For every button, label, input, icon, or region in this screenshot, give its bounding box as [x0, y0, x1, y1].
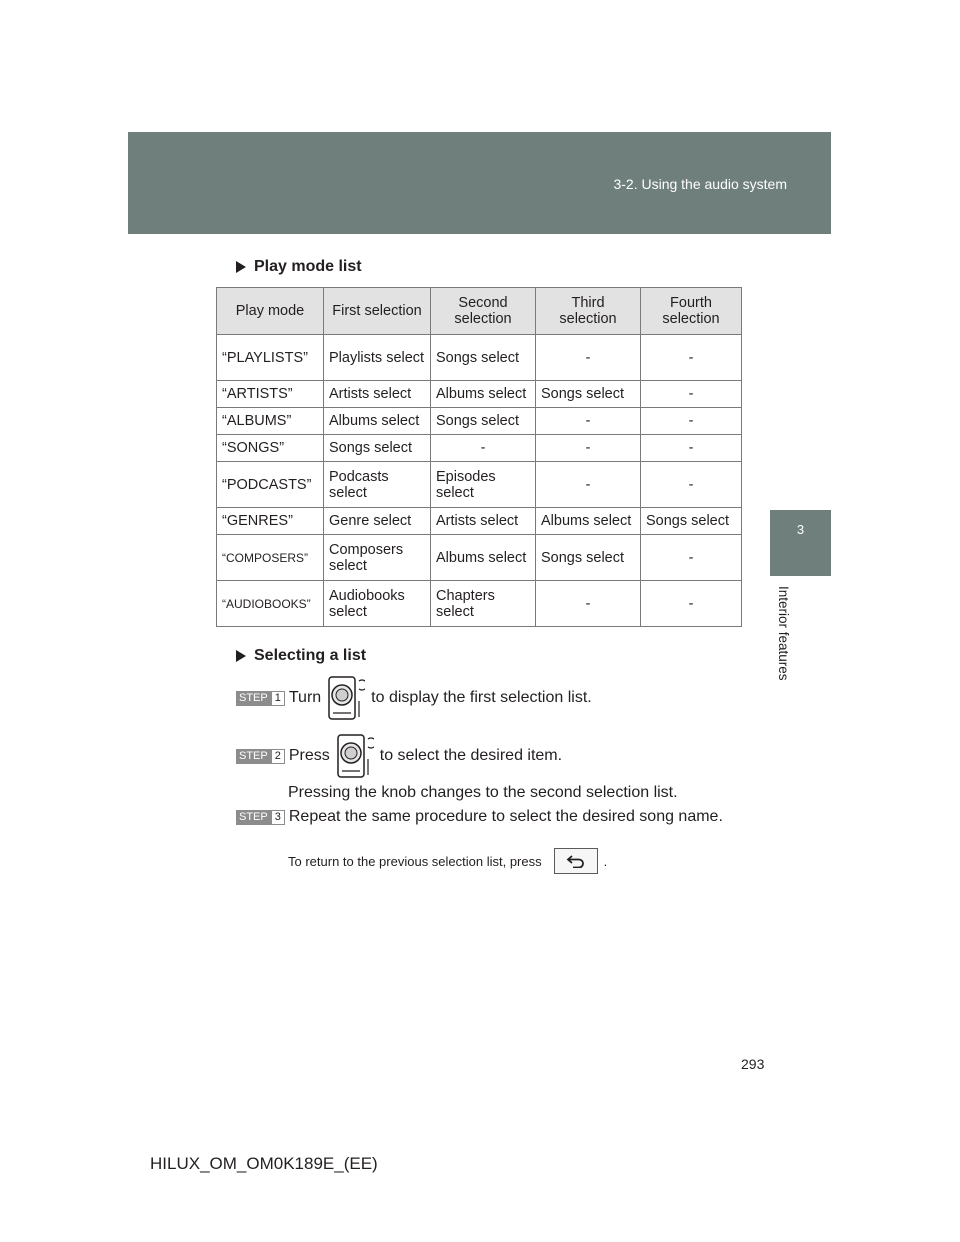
- selecting-heading: [236, 647, 366, 665]
- table-row: [217, 381, 742, 408]
- table-cell: “GENRES”: [217, 508, 324, 535]
- table-cell: “ALBUMS”: [217, 408, 324, 435]
- back-button[interactable]: [554, 848, 598, 874]
- table-cell: Albums select: [431, 381, 536, 408]
- table-cell: Artists select: [324, 381, 431, 408]
- return-note-after: .: [603, 853, 608, 869]
- chapter-number: 3: [796, 522, 805, 537]
- table-cell: -: [641, 581, 742, 627]
- step-2: [236, 733, 562, 779]
- table-row: [217, 535, 742, 581]
- play-mode-table: [216, 287, 742, 627]
- table-cell: -: [641, 381, 742, 408]
- table-cell: Genre select: [324, 508, 431, 535]
- table-cell: -: [536, 335, 641, 381]
- step-number: 1: [271, 691, 285, 706]
- table-cell: “PLAYLISTS”: [217, 335, 324, 381]
- table-cell: -: [641, 335, 742, 381]
- table-cell: “PODCASTS”: [217, 462, 324, 508]
- step-3-text: Repeat the same procedure to select the desired song name.: [288, 808, 723, 825]
- table-row: [217, 581, 742, 627]
- table-cell: Playlists select: [324, 335, 431, 381]
- bullet-icon: [236, 261, 246, 273]
- chapter-tab: [770, 510, 831, 576]
- table-row: [217, 435, 742, 462]
- table-row: [217, 408, 742, 435]
- play-mode-heading-text: Play mode list: [254, 258, 362, 275]
- selecting-heading-text: Selecting a list: [254, 647, 367, 664]
- table-cell: Songs select: [536, 381, 641, 408]
- tune-knob-icon: [327, 675, 365, 721]
- table-cell: “SONGS”: [217, 435, 324, 462]
- step-2-before: Press: [288, 747, 330, 764]
- table-cell: -: [641, 535, 742, 581]
- table-cell: “ARTISTS”: [217, 381, 324, 408]
- step-word: STEP: [239, 749, 268, 762]
- column-header: Play mode: [217, 288, 324, 335]
- table-header-row: [217, 288, 742, 335]
- table-cell: Songs select: [641, 508, 742, 535]
- back-arrow-icon: [566, 854, 586, 868]
- step-badge: [236, 749, 285, 764]
- play-mode-heading: [236, 258, 362, 276]
- step-word: STEP: [239, 810, 268, 823]
- column-header: Fourth selection: [641, 288, 742, 335]
- table-cell: Songs select: [431, 408, 536, 435]
- step-1-after: to display the first selection list.: [371, 689, 592, 706]
- table-cell: Albums select: [536, 508, 641, 535]
- step-badge: [236, 810, 285, 825]
- page-number: 293: [741, 1056, 765, 1072]
- table-row: [217, 335, 742, 381]
- table-cell: -: [641, 462, 742, 508]
- table-cell: Songs select: [536, 535, 641, 581]
- column-header: First selection: [324, 288, 431, 335]
- table-cell: -: [536, 462, 641, 508]
- column-header: Second selection: [431, 288, 536, 335]
- header-band: [128, 132, 831, 234]
- table-cell: “AUDIOBOOKS”: [217, 581, 324, 627]
- table-row: [217, 462, 742, 508]
- return-note-before: To return to the previous selection list, press: [288, 853, 542, 869]
- manual-code: HILUX_OM_OM0K189E_(EE): [150, 1154, 378, 1173]
- step-1: [236, 675, 592, 721]
- table-cell: -: [536, 435, 641, 462]
- step-word: STEP: [239, 691, 268, 704]
- step-number: 3: [271, 810, 285, 825]
- chapter-label: Interior features: [776, 586, 791, 681]
- step-badge: [236, 691, 285, 706]
- table-cell: Albums select: [324, 408, 431, 435]
- press-knob-icon: [336, 733, 374, 779]
- table-cell: Albums select: [431, 535, 536, 581]
- step-3: [236, 808, 723, 826]
- table-cell: Composers select: [324, 535, 431, 581]
- table-cell: “COMPOSERS”: [217, 535, 324, 581]
- table-cell: Chapters select: [431, 581, 536, 627]
- table-cell: Podcasts select: [324, 462, 431, 508]
- step-2-after: to select the desired item.: [379, 747, 563, 764]
- table-cell: Artists select: [431, 508, 536, 535]
- table-cell: -: [431, 435, 536, 462]
- step-1-before: Turn: [288, 689, 322, 706]
- step-2-detail: Pressing the knob changes to the second selection list.: [288, 784, 678, 801]
- section-title: 3-2. Using the audio system: [613, 176, 787, 192]
- table-row: [217, 508, 742, 535]
- bullet-icon: [236, 650, 246, 662]
- table-cell: -: [536, 581, 641, 627]
- table-cell: Songs select: [324, 435, 431, 462]
- return-note: [288, 848, 607, 874]
- column-header: Third selection: [536, 288, 641, 335]
- table-cell: -: [536, 408, 641, 435]
- step-number: 2: [271, 749, 285, 764]
- table-cell: Episodes select: [431, 462, 536, 508]
- table-cell: -: [641, 435, 742, 462]
- table-cell: Audiobooks select: [324, 581, 431, 627]
- table-cell: Songs select: [431, 335, 536, 381]
- table-cell: -: [641, 408, 742, 435]
